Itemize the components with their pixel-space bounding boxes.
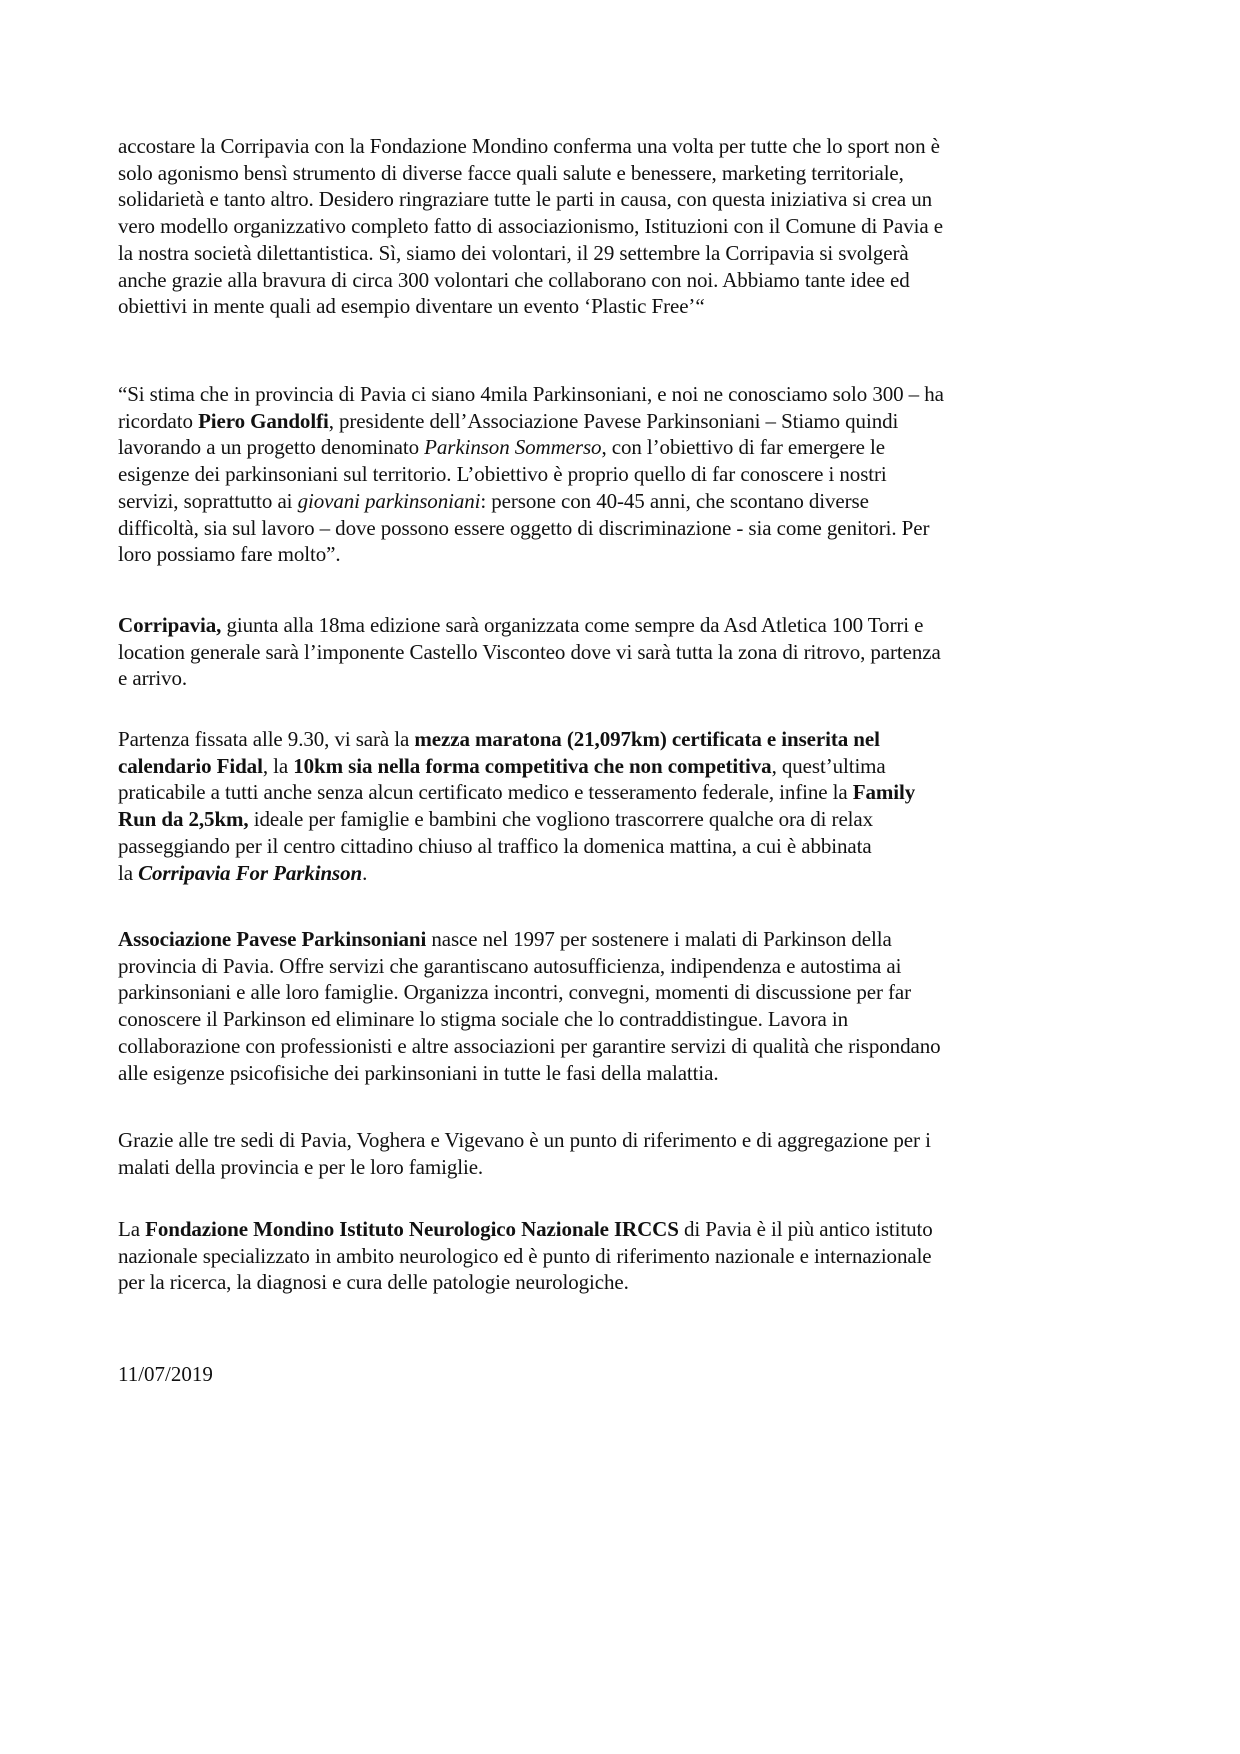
text-run: la nostra società dilettantistica. Sì, siamo dei volontari, il 29 settembre la Corripavia si svolgerà bbox=[118, 240, 909, 265]
text-run: giunta alla 18ma edizione sarà organizzata come sempre da Asd Atletica 100 Torri e bbox=[221, 613, 924, 637]
text-run: provincia di Pavia. Offre servizi che garantiscano autosufficienza, indipendenza e autostima ai bbox=[118, 953, 902, 978]
text-run: la bbox=[118, 860, 139, 885]
bold-text-run: 10km sia nella forma competitiva che non competitiva bbox=[293, 753, 772, 778]
text-line bbox=[118, 979, 911, 1006]
text-run: La bbox=[118, 1217, 146, 1241]
text-run: , quest’ultima bbox=[771, 753, 886, 778]
text-run: conoscere il Parkinson ed eliminare lo stigma sociale che lo contraddistingue. Lavora in bbox=[118, 1007, 849, 1032]
text-line bbox=[118, 186, 932, 213]
text-line bbox=[118, 726, 880, 753]
text-line bbox=[118, 953, 901, 980]
text-run: Partenza fissata alle 9.30, vi sarà la bbox=[118, 727, 415, 751]
text-line bbox=[118, 160, 904, 187]
text-line bbox=[118, 1060, 719, 1087]
text-run: . bbox=[362, 860, 368, 885]
text-line bbox=[118, 293, 705, 320]
text-line bbox=[118, 926, 892, 953]
text-line bbox=[118, 779, 915, 806]
bold-text-run: calendario Fidal bbox=[118, 753, 263, 778]
text-line bbox=[118, 1216, 933, 1243]
text-line bbox=[118, 1006, 848, 1033]
text-line bbox=[118, 753, 886, 780]
text-line bbox=[118, 1127, 931, 1154]
text-run: loro possiamo fare molto”. bbox=[118, 542, 341, 567]
bold-text-run: Piero Gandolfi bbox=[198, 408, 329, 433]
bold-text-run: Associazione Pavese Parkinsoniani bbox=[118, 927, 427, 951]
text-line bbox=[118, 833, 872, 860]
text-run: e arrivo. bbox=[118, 666, 188, 691]
text-run: passeggiando per il centro cittadino chiuso al traffico la domenica mattina, a cui è abbinata bbox=[118, 833, 872, 858]
bold-italic-text-run: Corripavia For Parkinson bbox=[138, 860, 363, 885]
document-date: 11/07/2019 bbox=[118, 1362, 213, 1386]
text-line bbox=[118, 267, 910, 294]
text-line bbox=[118, 612, 923, 639]
text-line bbox=[118, 213, 943, 240]
text-run: solidarietà e tanto altro. Desidero ringraziare tutte le parti in causa, con questa iniziativa si crea un bbox=[118, 187, 932, 212]
text-run: accostare la Corripavia con la Fondazione Mondino conferma una volta per tutte che lo sport non è bbox=[118, 134, 940, 158]
text-run: : persone con 40-45 anni, che scontano diverse bbox=[480, 488, 869, 513]
text-line bbox=[118, 639, 941, 666]
text-line bbox=[118, 860, 367, 887]
text-line bbox=[118, 1033, 941, 1060]
bold-text-run: Fondazione Mondino Istituto Neurologico Nazionale IRCCS bbox=[145, 1217, 679, 1241]
text-line bbox=[118, 541, 341, 568]
text-line bbox=[118, 806, 873, 833]
text-run: lavorando a un progetto denominato bbox=[118, 435, 425, 460]
text-line bbox=[118, 1243, 932, 1270]
text-run: , presidente dell’Associazione Pavese Parkinsoniani – Stiamo quindi bbox=[328, 408, 899, 433]
text-run: solo agonismo bensì strumento di diverse facce quali salute e benessere, marketing territoriale, bbox=[118, 160, 904, 185]
text-run: praticabile a tutti anche senza alcun certificato medico e tesseramento federale, infine la bbox=[118, 780, 853, 805]
text-run: ideale per famiglie e bambini che vogliono trascorrere qualche ora di relax bbox=[248, 807, 874, 832]
bold-text-run: mezza maratona (21,097km) certificata e inserita nel bbox=[414, 727, 880, 751]
text-run: Grazie alle tre sedi di Pavia, Voghera e Vigevano è un punto di riferimento e di aggregazione per i bbox=[118, 1128, 931, 1152]
text-line bbox=[118, 1154, 483, 1181]
text-run: di Pavia è il più antico istituto bbox=[678, 1217, 933, 1241]
text-run: vero modello organizzativo completo fatto di associazionismo, Istituzioni con il Comune di Pavia e bbox=[118, 214, 943, 239]
text-line bbox=[118, 240, 909, 267]
text-run: nasce nel 1997 per sostenere i malati di Parkinson della bbox=[426, 927, 892, 951]
text-run: difficoltà, sia sul lavoro – dove possono essere oggetto di discriminazione - sia come genitori. Per bbox=[118, 515, 930, 540]
text-run: servizi, soprattutto ai bbox=[118, 488, 298, 513]
bold-text-run: Corripavia, bbox=[118, 613, 222, 637]
text-line bbox=[118, 408, 898, 435]
italic-text-run: Parkinson Sommerso bbox=[424, 435, 602, 460]
bold-text-run: Family bbox=[852, 780, 916, 805]
text-line bbox=[118, 434, 885, 461]
text-line bbox=[118, 461, 887, 488]
bold-text-run: Run da 2,5km, bbox=[118, 807, 249, 832]
text-run: malati della provincia e per le loro famiglie. bbox=[118, 1154, 484, 1179]
text-run: per la ricerca, la diagnosi e cura delle patologie neurologiche. bbox=[118, 1270, 629, 1295]
text-run: , con l’obiettivo di far emergere le bbox=[601, 435, 885, 460]
text-run: obiettivi in mente quali ad esempio diventare un evento ‘Plastic Free’“ bbox=[118, 294, 705, 319]
text-run: parkinsoniani e alle loro famiglie. Organizza incontri, convegni, momenti di discussione per far bbox=[118, 980, 912, 1005]
text-line bbox=[118, 488, 869, 515]
italic-text-run: giovani parkinsoniani bbox=[297, 488, 481, 513]
text-run: ricordato bbox=[118, 408, 199, 433]
text-run: nazionale specializzato in ambito neurologico ed è punto di riferimento nazionale e internazionale bbox=[118, 1243, 932, 1268]
text-run: anche grazie alla bravura di circa 300 volontari che collaborano con noi. Abbiamo tante idee ed bbox=[118, 267, 910, 292]
text-line bbox=[118, 1269, 629, 1296]
text-line bbox=[118, 665, 187, 692]
text-run: esigenze dei parkinsoniani sul territorio. L’obiettivo è proprio quello di far conoscere i nostri bbox=[118, 462, 887, 487]
text-line bbox=[118, 381, 944, 408]
text-run: , la bbox=[262, 753, 294, 778]
text-run: “Si stima che in provincia di Pavia ci siano 4mila Parkinsoniani, e noi ne conosciamo solo 300 – ha bbox=[118, 382, 944, 406]
text-run: alle esigenze psicofisiche dei parkinsoniani in tutte le fasi della malattia. bbox=[118, 1060, 719, 1085]
text-run: location generale sarà l’imponente Castello Visconteo dove vi sarà tutta la zona di ritrovo, partenza bbox=[118, 639, 941, 664]
text-run: collaborazione con professionisti e altre associazioni per garantire servizi di qualità che rispondano bbox=[118, 1033, 941, 1058]
text-line bbox=[118, 133, 940, 160]
text-line bbox=[118, 515, 929, 542]
